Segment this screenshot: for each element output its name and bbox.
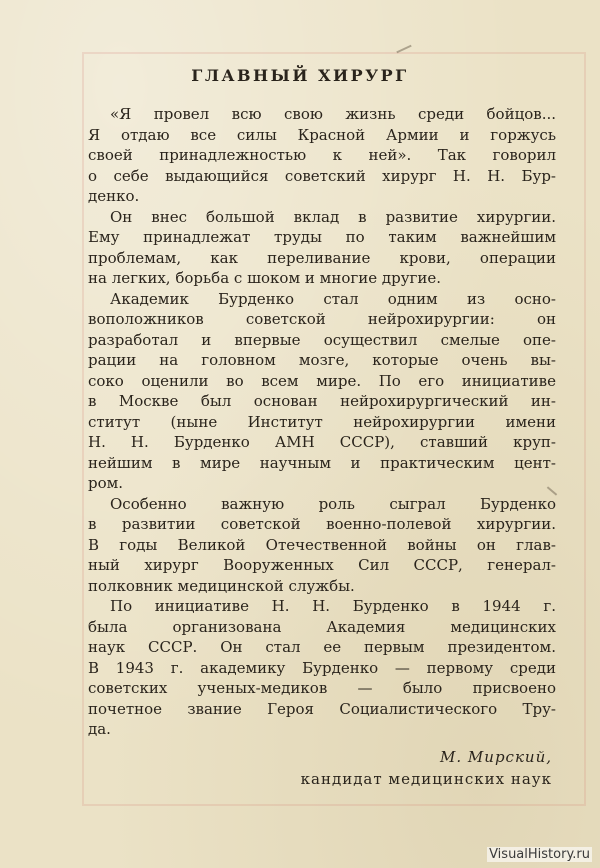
text-line: В 1943 г. академику Бурденко — первому среди — [88, 658, 556, 677]
text-line: ром. — [88, 474, 124, 492]
text-line: Н. Н. Бурденко АМН СССР), ставший круп- — [88, 433, 556, 451]
text-line: на легких, борьба с шоком и многие другие. — [88, 269, 442, 287]
text-line: да. — [88, 720, 111, 738]
text-line: «Я провел всю свою жизнь среди бойцов... — [110, 105, 556, 123]
text-line: в развитии советской военно-полевой хирургии. — [88, 515, 556, 533]
text-line: своей принадлежностью к ней». Так говорил — [88, 146, 556, 164]
text-line: проблемам, как переливание крови, операции — [88, 248, 556, 267]
author-name: М. Мирский, — [440, 748, 552, 766]
text-line: в Москве был основан нейрохирургический ин- — [88, 392, 556, 410]
article-title: ГЛАВНЫЙ ХИРУРГ — [191, 66, 409, 85]
text-line: воположников советской нейрохирургии: он — [88, 310, 556, 328]
text-line: По инициативе Н. Н. Бурденко в 1944 г. — [110, 597, 556, 615]
text-line: В годы Великой Отечественной войны он глав- — [88, 535, 556, 554]
text-line: Академик Бурденко стал одним из осно- — [110, 289, 556, 308]
text-line: наук СССР. Он стал ее первым президентом. — [88, 638, 556, 656]
text-line: ный хирург Вооруженных Сил СССР, генерал- — [88, 556, 556, 574]
text-line: денко. — [88, 187, 140, 205]
text-line: разработал и впервые осуществил смелые опе- — [88, 330, 556, 349]
text-line: соко оценили во всем мире. По его инициативе — [88, 371, 556, 390]
author-title: кандидат медицинских наук — [300, 770, 552, 788]
text-line: нейшим в мире научным и практическим цент- — [88, 453, 556, 472]
crease-mark — [396, 45, 411, 54]
text-line: советских ученых-медиков — было присвоено — [88, 679, 556, 697]
article-body — [88, 104, 556, 740]
text-line: рации на головном мозге, которые очень вы- — [88, 351, 556, 369]
text-line: почетное звание Героя Социалистического Тру- — [88, 699, 556, 718]
text-line: Я отдаю все силы Красной Армии и горжусь — [88, 125, 556, 144]
text-line: Он внес большой вклад в развитие хирургии. — [110, 207, 556, 226]
text-line: была организована Академия медицинских — [88, 617, 556, 636]
text-line: о себе выдающийся советский хирург Н. Н. Бур- — [88, 166, 556, 185]
text-line: ститут (ныне Институт нейрохирургии имени — [88, 412, 556, 431]
text-line: Ему принадлежат труды по таким важнейшим — [88, 228, 556, 246]
text-line: полковник медицинской службы. — [88, 576, 355, 595]
text-line: Особенно важную роль сыграл Бурденко — [110, 494, 556, 513]
watermark: VisualHistory.ru — [489, 847, 590, 862]
